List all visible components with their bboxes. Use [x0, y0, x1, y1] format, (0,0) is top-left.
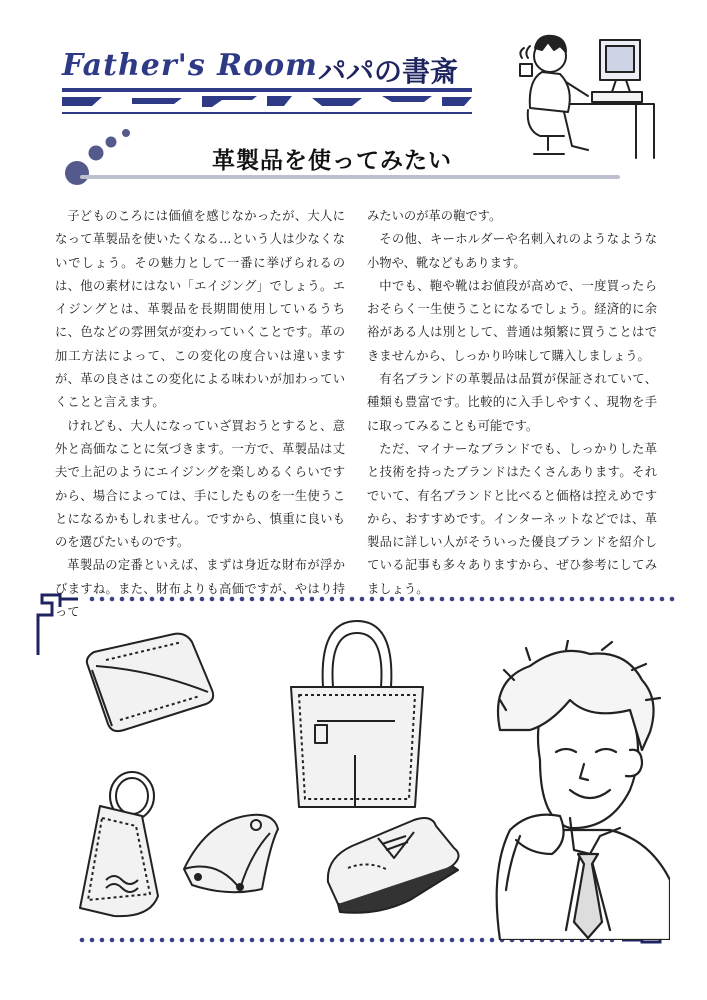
article-paragraph: その他、キーホルダーや名刺入れのようなような小物や、靴などもあります。 — [367, 232, 657, 270]
section-title: 革製品を使ってみたい — [212, 148, 452, 174]
article-paragraph: けれども、大人になっていざ買おうとすると、意外と高価なことに気づきます。一方で、革製品は丈夫で上記のようにエイジングを楽しめるくらいですから、場合によっては、手にしたものを一生使うことになるかもしれません。ですから、慎重に良いものを選びたいものです。 — [55, 418, 345, 550]
article-column-left — [55, 205, 345, 624]
article-paragraph: 有名ブランドの革製品は品質が保証されていて、種類も豊富です。比較的に入手しやすく、現物を手に取ってみることも可能です。 — [367, 372, 657, 433]
article-paragraph: 子どものころには価値を感じなかったが、大人になって革製品を使いたくなる…という人は少なくないでしょう。その魅力として一番に挙げられるのは、他の素材にはない「エイジング」でしょう。エイジングとは、革製品を長期間使用しているうちに、色などの雰囲気が変わっていくことです。革の加工方法によって、この変化の度合いは違いますが、革の良さはこの変化による味わいが加わっていくことと言えます。 — [55, 209, 345, 410]
header-title-jp: パパの書斎 — [318, 55, 459, 88]
coin-case-icon — [178, 805, 293, 900]
article-paragraph: ただ、マイナーなブランドでも、しっかりした革と技術を持ったブランドはたくさんあります。それでいて、有名ブランドと比べると価格は控えめですから、おすすめです。インターネットなどでは、革製品に詳しい人がそういった優良ブランドを紹介している記事も多々ありますから、ぜひ参考にしてみましょう。 — [367, 441, 657, 596]
handbag-icon — [283, 615, 433, 815]
title-underline — [80, 175, 620, 179]
article-paragraph: 革製品の定番といえば、まずは身近な財布が浮かびますね。また、財布よりも高価ですが、やはり持って — [55, 558, 345, 620]
article-paragraph: 中でも、鞄や靴はお値段が高めで、一度買ったらおそらく一生使うことになるでしょう。経済的に余裕がある人は別として、普通は頻繁に買うことはできませんから、しっかり吟味して購入しましょう。 — [367, 278, 657, 363]
header-wave-ornament — [62, 88, 477, 118]
wallet-icon — [82, 630, 222, 745]
header-title-en: Father's Room — [62, 48, 318, 83]
smiling-man-icon — [470, 640, 670, 940]
circles-ornament — [60, 118, 150, 190]
keyholder-icon — [70, 768, 170, 923]
man-at-computer-icon — [508, 18, 658, 168]
article-paragraph: みたいのが革の鞄です。 — [367, 209, 502, 223]
article-column-right — [367, 205, 657, 601]
shoe-icon — [318, 808, 478, 918]
